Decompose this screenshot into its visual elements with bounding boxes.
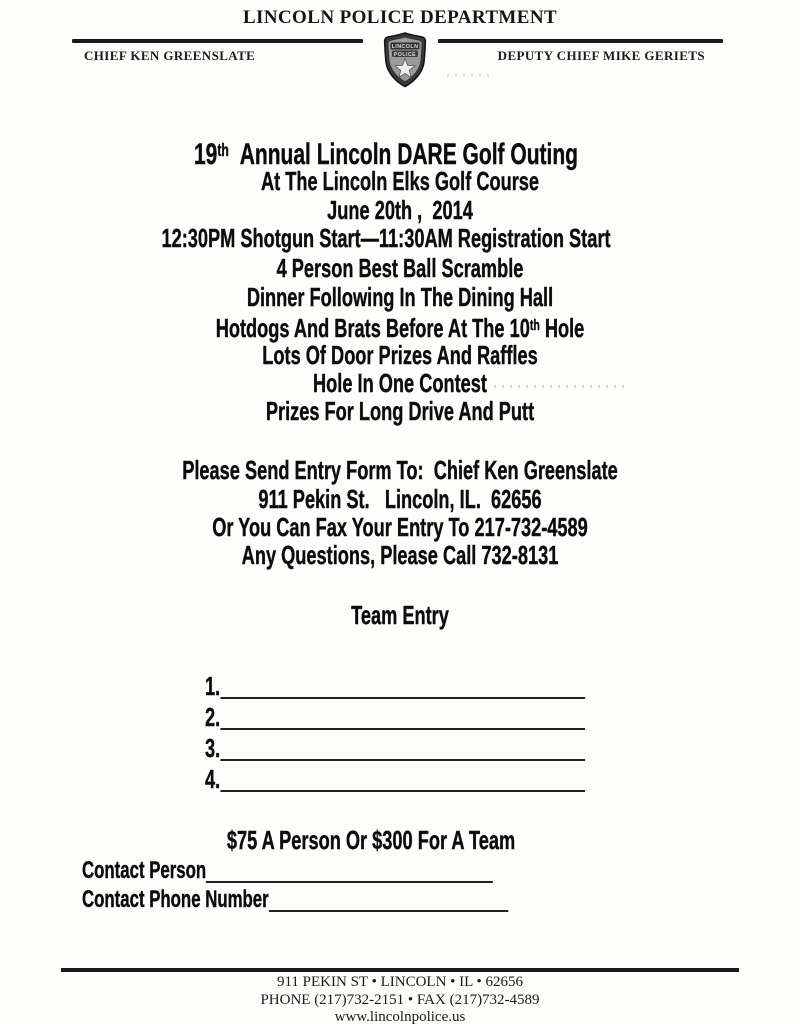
footer-phone-fax: PHONE (217)732-2151 • FAX (217)732-4589 bbox=[260, 992, 540, 1008]
event-format: 4 Person Best Ball Scramble bbox=[276, 253, 524, 283]
contact-phone-label: Contact Phone Number bbox=[82, 886, 269, 913]
event-door-prizes: Lots Of Door Prizes And Raffles bbox=[262, 340, 538, 370]
header-rule-left bbox=[72, 39, 363, 43]
contact-person-line[interactable] bbox=[206, 854, 493, 883]
footer-rule bbox=[61, 968, 739, 972]
footer-address: 911 PEKIN ST • LINCOLN • IL • 62656 bbox=[276, 974, 524, 990]
team-entry-number-1: 1. bbox=[205, 671, 221, 701]
event-start-times: 12:30PM Shotgun Start—11:30AM Registration Start bbox=[161, 223, 611, 253]
header-rule-right bbox=[438, 39, 723, 43]
entry-address: 911 Pekin St. Lincoln, IL. 62656 bbox=[258, 484, 542, 514]
event-dinner: Dinner Following In The Dining Hall bbox=[246, 282, 554, 312]
event-contest: Hole In One Contest bbox=[313, 368, 487, 398]
badge-text-police: POLICE bbox=[393, 51, 417, 58]
event-hotdogs-pre: Hotdogs And Brats Before At The 10 bbox=[215, 312, 530, 343]
event-hotdogs-post: Hole bbox=[539, 312, 585, 343]
team-entry-line-1[interactable] bbox=[220, 670, 585, 699]
department-title: LINCOLN POLICE DEPARTMENT bbox=[242, 7, 558, 28]
team-entry-number-3: 3. bbox=[205, 733, 221, 763]
event-hotdogs-ordinal: th bbox=[529, 317, 540, 334]
contact-phone-line[interactable] bbox=[269, 883, 509, 912]
price-line: $75 A Person Or $300 For A Team bbox=[226, 825, 516, 855]
chief-name: CHIEF KEN GREENSLATE bbox=[84, 48, 256, 63]
footer-website: www.lincolnpolice.us bbox=[334, 1009, 466, 1024]
team-entry-number-4: 4. bbox=[205, 764, 221, 794]
event-long-drive: Prizes For Long Drive And Putt bbox=[265, 396, 535, 426]
entry-fax: Or You Can Fax Your Entry To 217-732-4589 bbox=[212, 512, 588, 542]
event-title-number: 19 bbox=[193, 137, 218, 171]
team-entry-line-3[interactable] bbox=[220, 732, 585, 761]
entry-send-to: Please Send Entry Form To: Chief Ken Greenslate bbox=[182, 455, 618, 485]
badge-text-lincoln: LINCOLN bbox=[391, 44, 419, 50]
team-entry-line-4[interactable] bbox=[220, 763, 585, 792]
deputy-chief-name: DEPUTY CHIEF MIKE GERIETS bbox=[497, 48, 705, 63]
team-entry-row-1 bbox=[205, 672, 585, 699]
team-entry-number-2: 2. bbox=[205, 702, 221, 732]
event-date: June 20th , 2014 bbox=[327, 195, 473, 225]
police-badge-icon bbox=[382, 31, 428, 88]
event-title-rest: Annual Lincoln DARE Golf Outing bbox=[228, 137, 579, 171]
team-entry-row-2 bbox=[205, 703, 585, 730]
team-entry-row-3 bbox=[205, 734, 585, 761]
team-entry-row-4 bbox=[205, 765, 585, 792]
team-entry-heading: Team Entry bbox=[351, 600, 449, 630]
contact-person-label: Contact Person bbox=[82, 857, 207, 884]
contact-phone-row bbox=[82, 885, 508, 912]
event-location: At The Lincoln Elks Golf Course bbox=[260, 166, 540, 196]
team-entry-line-2[interactable] bbox=[220, 701, 585, 730]
event-title-ordinal: th bbox=[217, 140, 229, 160]
entry-questions: Any Questions, Please Call 732-8131 bbox=[241, 540, 559, 570]
event-hotdogs bbox=[120, 312, 680, 342]
scan-artifact-dots bbox=[494, 385, 626, 388]
scan-artifact-dots bbox=[447, 74, 493, 77]
contact-person-row bbox=[82, 856, 493, 883]
